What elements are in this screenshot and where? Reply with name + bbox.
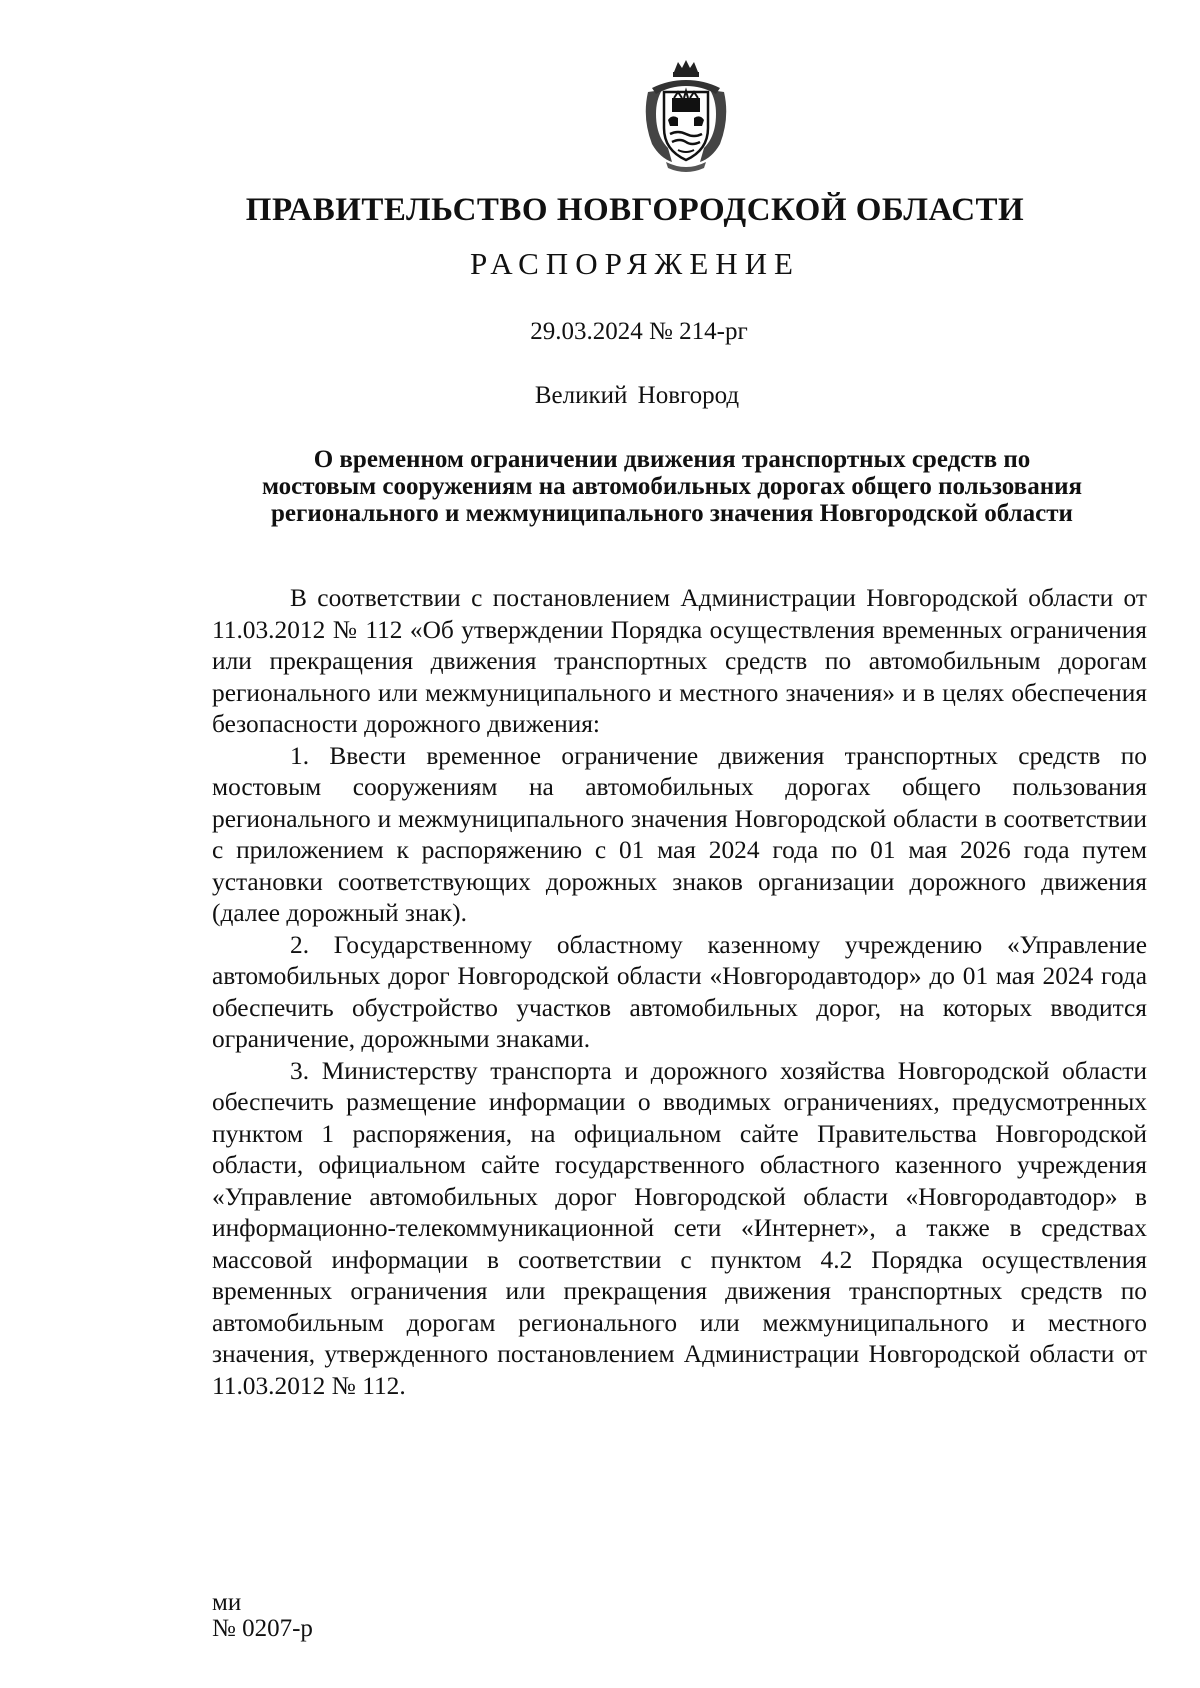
body-paragraph-item-2: 2. Государственному областному казенному учреждению «Управление автомобильных дорог Новгородской области «Новгородавтодор» до 01 мая 2024 года обеспечить обустройство участков автомобильных дорог, на которых вводится ограничение, дорожными знаками. (212, 930, 1147, 1053)
document-city: Великий Новгород (534, 382, 740, 409)
footer-initials: ми (212, 1589, 242, 1616)
subject-line: мостовым сооружениям на автомобильных дорогах общего пользования (261, 473, 1083, 500)
coat-of-arms-icon (638, 58, 734, 174)
footer-code-number: № 0207-р (212, 1615, 313, 1642)
document-subject (212, 446, 1132, 527)
footer-document-code (212, 1590, 313, 1642)
document-date-number: 29.03.2024 № 214-рг (530, 318, 748, 345)
body-paragraph-item-1: 1. Ввести временное ограничение движения транспортных средств по мостовым сооружениям на автомобильных дорогах общего пользования регионального и межмуниципального значения Новгородской области в соответствии с приложением к распоряжению с 01 мая 2024 года по 01 мая 2026 года путем установки соответствующих дорожных знаков организации дорожного движения (далее дорожный знак). (212, 741, 1147, 927)
document-body (212, 583, 1147, 1402)
subject-line: регионального и межмуниципального значения Новгородской области (271, 500, 1073, 527)
subject-line: О временном ограничении движения транспортных средств по (313, 446, 1031, 473)
document-type: РАСПОРЯЖЕНИЕ (470, 246, 800, 281)
body-paragraph-preamble: В соответствии с постановлением Администрации Новгородской области от 11.03.2012 № 112 «Об утверждении Порядка осуществления временных ограничения или прекращения движения транспортных средств по автомобильным дорогам регионального или межмуниципального и местного значения» и в целях обеспечения безопасности дорожного движения: (212, 584, 1147, 738)
organization-title: ПРАВИТЕЛЬСТВО НОВГОРОДСКОЙ ОБЛАСТИ (245, 192, 1025, 228)
body-paragraph-item-3: 3. Министерству транспорта и дорожного хозяйства Новгородской области обеспечить размещение информации о вводимых ограничениях, предусмотренных пунктом 1 распоряжения, на официальном сайте Правительства Новгородской области, официальном сайте государственного областного казенного учреждения «Управление автомобильных дорог Новгородской области «Новгородавтодор» в информационно-телекоммуникационной сети «Интернет», а также в средствах массовой информации в соответствии с пунктом 4.2 Порядка осуществления временных ограничения или прекращения движения транспортных средств по автомобильным дорогам регионального или межмуниципального и местного значения, утвержденного постановлением Администрации Новгородской области от 11.03.2012 № 112. (212, 1056, 1147, 1400)
